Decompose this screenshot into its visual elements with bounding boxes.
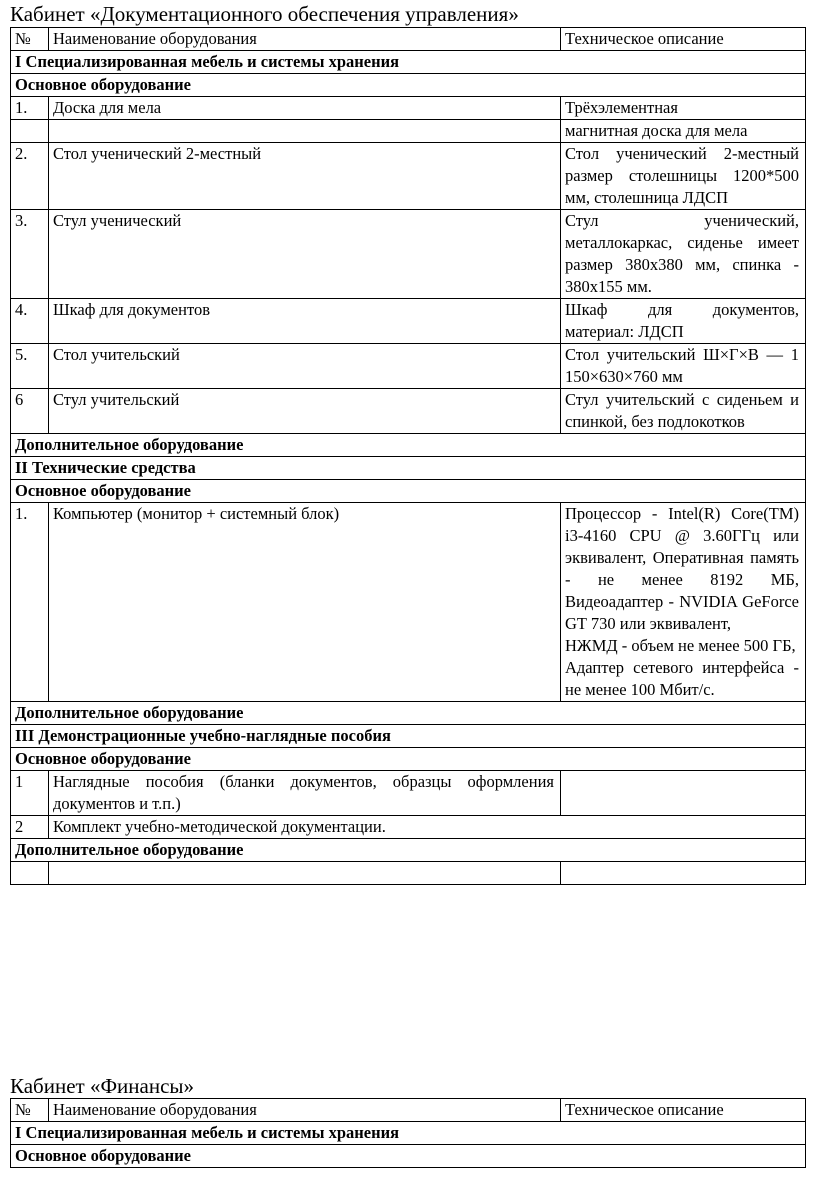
section-title: II Технические средства xyxy=(11,457,806,480)
item-name xyxy=(49,120,561,143)
item-desc xyxy=(561,771,806,816)
header-desc: Техническое описание xyxy=(561,28,806,51)
item-name: Комплект учебно-методической документации. xyxy=(49,816,806,839)
section-title: I Специализированная мебель и системы хранения xyxy=(11,51,806,74)
item-num: 1. xyxy=(11,97,49,120)
item-name: Стол ученический 2-местный xyxy=(49,143,561,210)
table-row xyxy=(11,816,806,839)
table-row xyxy=(11,120,806,143)
section-row xyxy=(11,725,806,748)
item-desc: Шкаф для документов, материал: ЛДСП xyxy=(561,299,806,344)
item-name: Стул ученический xyxy=(49,210,561,299)
table-header-row xyxy=(11,1099,806,1122)
item-desc: Стол учительский Ш×Г×В — 1 150×630×760 мм xyxy=(561,344,806,389)
empty-cell xyxy=(11,862,49,885)
subsection-row xyxy=(11,480,806,503)
item-name: Шкаф для документов xyxy=(49,299,561,344)
header-name: Наименование оборудования xyxy=(49,28,561,51)
subsection-additional: Дополнительное оборудование xyxy=(11,434,806,457)
item-num: 1. xyxy=(11,503,49,702)
equipment-table-doc-management xyxy=(10,27,806,885)
subsection-row xyxy=(11,702,806,725)
cabinet-title-doc-management: Кабинет «Документационного обеспечения управления» xyxy=(10,2,519,26)
item-name: Компьютер (монитор + системный блок) xyxy=(49,503,561,702)
section-title: I Специализированная мебель и системы хранения xyxy=(11,1122,806,1145)
item-desc-network: Адаптер сетевого интерфейса - не менее 100 Мбит/с. xyxy=(565,658,799,699)
header-num: № xyxy=(11,28,49,51)
item-num: 1 xyxy=(11,771,49,816)
item-name: Стул учительский xyxy=(49,389,561,434)
item-desc: магнитная доска для мела xyxy=(561,120,806,143)
item-desc-group xyxy=(561,503,806,702)
item-desc: Процессор - Intel(R) Core(TM) i3-4160 CPU @ 3.60ГГц или эквивалент, Оперативная память - не менее 8192 МБ, Видеоадаптер - NVIDIA GeForce GT 730 или эквивалент, xyxy=(565,504,799,633)
item-num: 5. xyxy=(11,344,49,389)
table-row xyxy=(11,862,806,885)
table-row xyxy=(11,143,806,210)
section-row xyxy=(11,51,806,74)
item-desc: Стул ученический, металлокаркас, сиденье имеет размер 380х380 мм, спинка - 380х155 мм. xyxy=(561,210,806,299)
subsection-main: Основное оборудование xyxy=(11,74,806,97)
subsection-additional: Дополнительное оборудование xyxy=(11,839,806,862)
header-name: Наименование оборудования xyxy=(49,1099,561,1122)
header-num: № xyxy=(11,1099,49,1122)
table-row xyxy=(11,344,806,389)
item-num: 6 xyxy=(11,389,49,434)
table-row xyxy=(11,299,806,344)
subsection-row xyxy=(11,434,806,457)
item-num xyxy=(11,120,49,143)
table-header-row xyxy=(11,28,806,51)
item-num: 2. xyxy=(11,143,49,210)
item-desc: Стол ученический 2-местный размер столешницы 1200*500 мм, столешница ЛДСП xyxy=(561,143,806,210)
subsection-main: Основное оборудование xyxy=(11,480,806,503)
item-num: 2 xyxy=(11,816,49,839)
table-row xyxy=(11,210,806,299)
item-name: Доска для мела xyxy=(49,97,561,120)
cabinet-title-finance: Кабинет «Финансы» xyxy=(10,1074,195,1098)
section-row xyxy=(11,457,806,480)
empty-cell xyxy=(49,862,561,885)
item-desc: Стул учительский с сиденьем и спинкой, без подлокотков xyxy=(561,389,806,434)
table-row xyxy=(11,503,806,702)
equipment-table-finance xyxy=(10,1098,806,1168)
header-desc: Техническое описание xyxy=(561,1099,806,1122)
subsection-row xyxy=(11,74,806,97)
table-row xyxy=(11,771,806,816)
subsection-additional: Дополнительное оборудование xyxy=(11,702,806,725)
subsection-main: Основное оборудование xyxy=(11,748,806,771)
item-num: 3. xyxy=(11,210,49,299)
item-num: 4. xyxy=(11,299,49,344)
empty-cell xyxy=(561,862,806,885)
item-desc-storage: НЖМД - объем не менее 500 ГБ, xyxy=(565,636,796,655)
subsection-row xyxy=(11,839,806,862)
item-desc: Трёхэлементная xyxy=(561,97,806,120)
subsection-main: Основное оборудование xyxy=(11,1145,806,1168)
item-name: Стол учительский xyxy=(49,344,561,389)
table-row xyxy=(11,389,806,434)
section-row xyxy=(11,1122,806,1145)
item-name: Наглядные пособия (бланки документов, образцы оформления документов и т.п.) xyxy=(49,771,561,816)
table-row xyxy=(11,97,806,120)
subsection-row xyxy=(11,1145,806,1168)
section-title: III Демонстрационные учебно-наглядные пособия xyxy=(11,725,806,748)
subsection-row xyxy=(11,748,806,771)
